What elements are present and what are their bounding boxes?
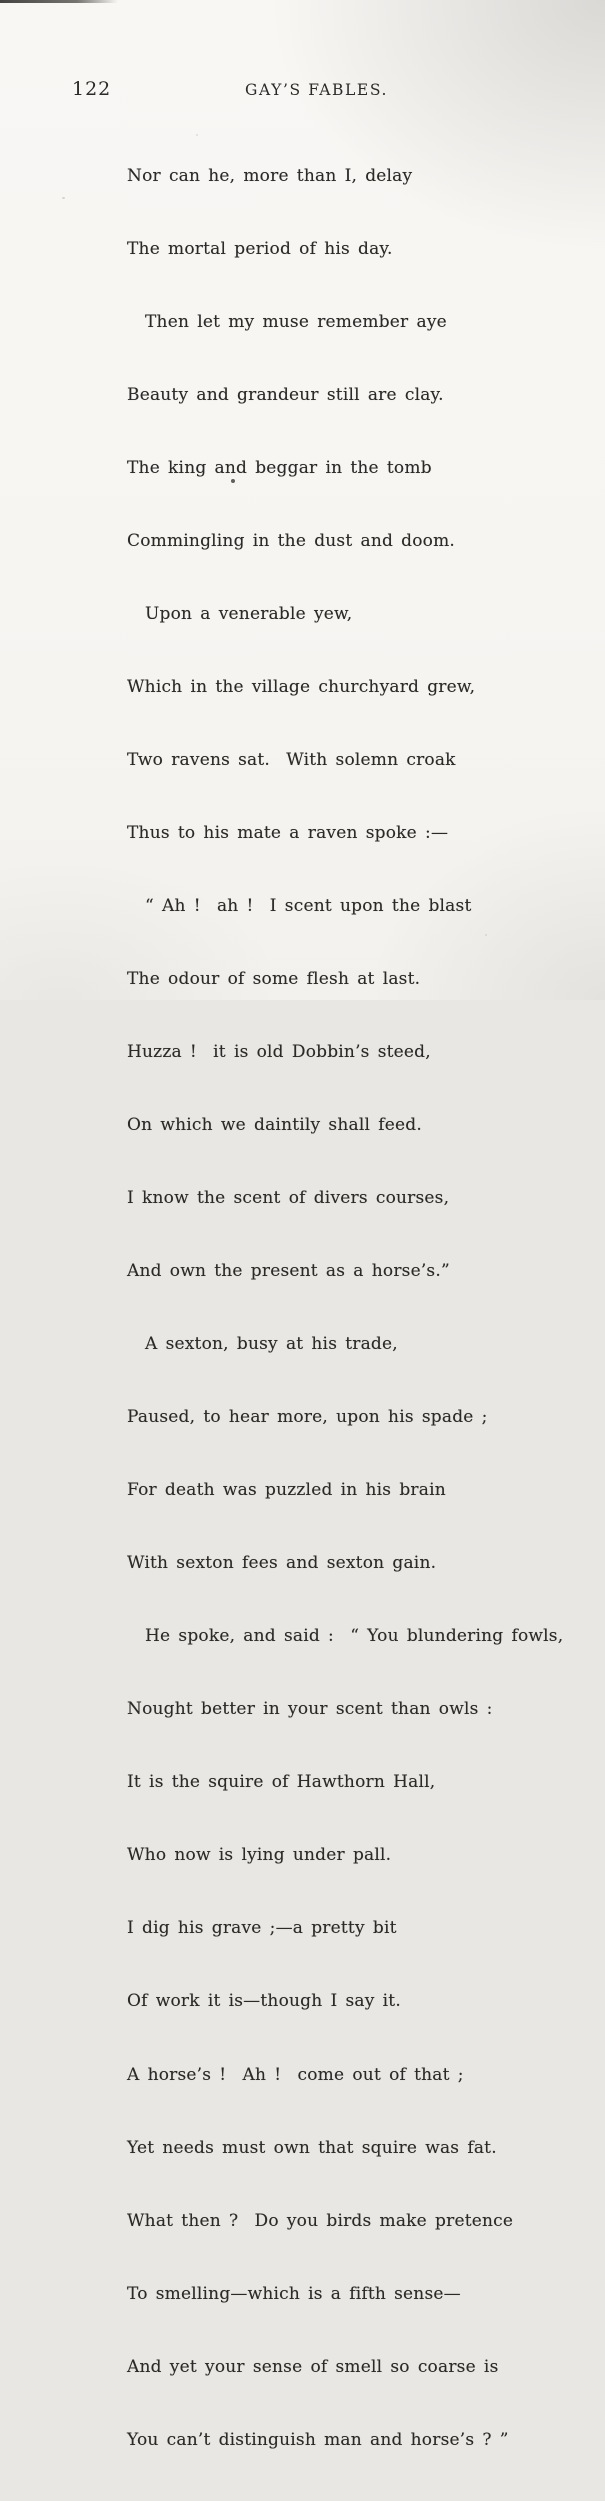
poem-line: I dig his grave ;—a pretty bit [127,1918,397,1939]
poem-line: The mortal period of his day. [127,238,393,259]
poem-line: Paused, to hear more, upon his spade ; [127,1407,488,1428]
poem-line: Nor can he, more than I, delay [127,165,413,186]
poem-line: It is the squire of Hawthorn Hall, [127,1772,436,1793]
poem-line: To smelling—which is a fifth sense— [127,2283,461,2304]
poem-line: He spoke, and said : “ You blundering fowls, [145,1626,564,1647]
page-number: 122 [72,78,112,100]
poem-text [127,115,563,2501]
poem-line: Yet needs must own that squire was fat. [127,2137,497,2158]
poem-line: Two ravens sat. With solemn croak [127,749,456,770]
running-header: GAY’S FABLES. [245,81,389,99]
poem-line: A horse’s ! Ah ! come out of that ; [127,2064,464,2085]
poem-line: What then ? Do you birds make pretence [127,2210,514,2231]
poem-line: I know the scent of divers courses, [127,1188,450,1209]
scan-edge-artifact [0,0,118,3]
poem-line: And yet your sense of smell so coarse is [127,2356,499,2377]
poem-line: The odour of some flesh at last. [127,969,421,990]
poem-line: The king and beggar in the tomb [127,457,432,478]
poem-line: Commingling in the dust and doom. [127,530,456,551]
poem-line: Beauty and grandeur still are clay. [127,384,444,405]
poem-line: With sexton fees and sexton gain. [127,1553,437,1574]
poem-line: Which in the village churchyard grew, [127,676,476,697]
poem-line: “ Ah ! ah ! I scent upon the blast [145,896,472,916]
poem-line: You can’t distinguish man and horse’s ? ” [127,2429,509,2450]
poem-line: Of work it is—though I say it. [127,1991,401,2012]
poem-line: And own the present as a horse’s.” [127,1261,450,1282]
poem-line: Upon a venerable yew, [145,603,353,624]
poem-line: Huzza ! it is old Dobbin’s steed, [127,1042,431,1063]
poem-line: Thus to his mate a raven spoke :— [127,822,449,843]
poem-line: Then let my muse remember aye [145,311,447,332]
ink-speck [231,479,235,483]
poem-line: Who now is lying under pall. [127,1845,392,1866]
paper-speck [62,197,65,199]
poem-line: On which we daintily shall feed. [127,1115,422,1136]
poem-line: For death was puzzled in his brain [127,1480,446,1501]
paper-speck [485,934,487,936]
paper-speck [196,134,198,136]
poem-line: Nought better in your scent than owls : [127,1699,493,1720]
poem-line: A sexton, busy at his trade, [145,1334,398,1355]
